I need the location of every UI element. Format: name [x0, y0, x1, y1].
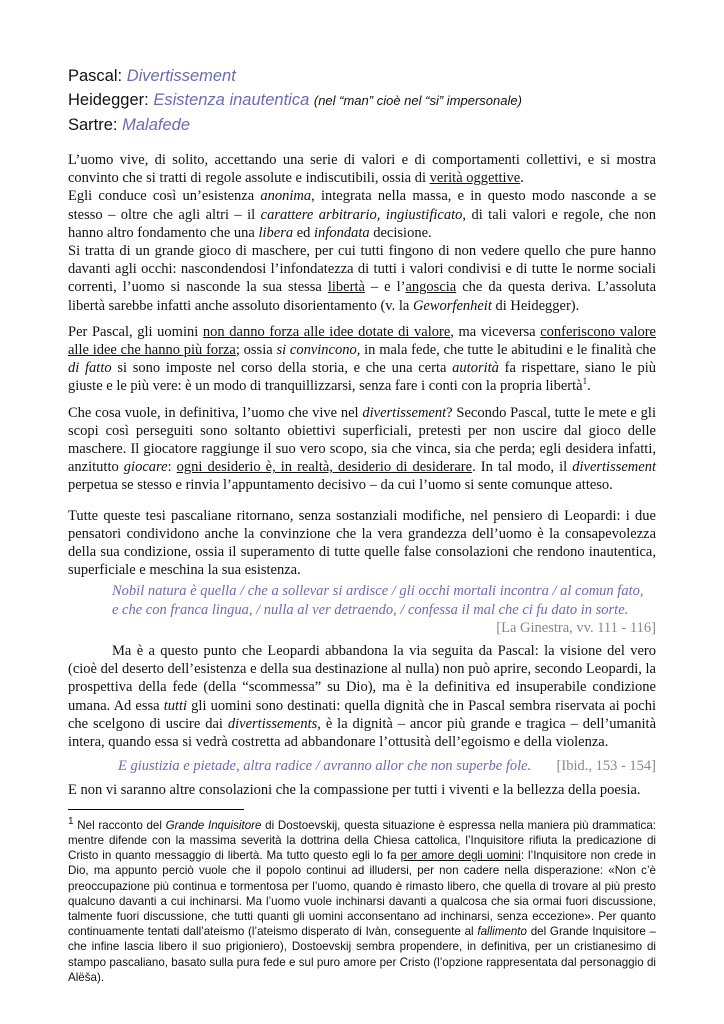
quote-ginestra-ref: [La Ginestra, vv. 111 - 116] [496, 619, 656, 636]
footnote-divider [68, 809, 244, 810]
quote-ibid-text: E giustizia e pietade, altra radice / avranno allor che non superbe fole. [118, 758, 532, 775]
quote-ibid [118, 757, 656, 775]
concept-note: (nel “man” cioè nel “si” impersonale) [313, 93, 522, 108]
paragraph-5: Ma è a questo punto che Leopardi abbandona la via seguita da Pascal: la visione del vero (cioè del deserto dell’esistenza e della sua destinazione al nulla) non può aprire, secondo Leopardi, la prospettiva della fede (della “scommessa” su Dio), ma è la definitiva ed insuperabile condizione umana. Ad essa tutti gli uomini sono destinati: quella dignità che in Pascal sembra riservata ai pochi che scelgono di uscire dai divertissements, è la dignità – ancor più grande e tragica – dell’umanità intera, quando essa si vedrà costretta ad abbandonare l’ottusità dell’egoismo e della violenza. [68, 643, 657, 751]
quote-ibid-ref: [Ibid., 153 - 154] [556, 758, 656, 775]
philosopher-name: Sartre: [68, 116, 118, 134]
header-block [68, 64, 656, 137]
paragraph-2: Per Pascal, gli uomini non danno forza alle idee dotate di valore, ma viceversa conferiscono valore alle idee che hanno più forza; ossia si convincono, in mala fede, che tutte le abitudini e le finalità che di fatto si sono imposte nel corso della storia, e che una certa autorità fa rispettare, siano le più giuste e le più vere: è un modo di tranquillizzarsi, senza fare i conti con la propria libertà$^1$. [68, 323, 656, 395]
header-line-pascal [68, 64, 656, 88]
paragraph-6: E non vi saranno altre consolazioni che la compassione per tutti i viventi e la bellezza della poesia. [68, 781, 641, 798]
header-line-sartre [68, 113, 656, 137]
quote-ginestra-line1: Nobil natura è quella / che a sollevar si ardisce / gli occhi mortali incontra / al comun fato, [112, 583, 644, 600]
paragraph-1: L’uomo vive, di solito, accettando una serie di valori e di comportamenti collettivi, e si mostra convinto che si tratti di regole assolute e indiscutibili, ossia di verità oggettive. Egli conduce così un’esistenza anonima, integrata nella massa, e in questo modo nasconde a se stesso – oltre che agli altri – il carattere arbitrario, ingiustificato, di tali valori e regole, che non hanno altro fondamento che una libera ed infondata decisione. Si tratta di un grande gioco di maschere, per cui tutti fingono di non vedere quello che pure hanno davanti agli occhi: nascondendosi l’infondatezza di tutti i valori condivisi e di tutte le norme sociali correnti, l’uomo si nasconde la sua stessa libertà – e l’angoscia che da questa deriva. L’assoluta libertà sarebbe infatti anche assoluto disorientamento (v. la Geworfenheit di Heidegger). [68, 152, 657, 314]
concept-term: Malafede [122, 116, 191, 134]
document-page [68, 64, 656, 985]
footnote-number: 1 [68, 815, 74, 827]
philosopher-name: Heidegger: [68, 91, 149, 109]
quote-ginestra-line2: e che con franca lingua, / nulla al ver detraendo, / confessa il mal che ci fu dato in sorte. [112, 601, 629, 618]
concept-term: Esistenza inautentica [153, 91, 310, 109]
header-line-heidegger [68, 88, 656, 113]
paragraph-3: Che cosa vuole, in definitiva, l’uomo che vive nel divertissement? Secondo Pascal, tutte le mete e gli scopi così perseguiti sono soltanto obiettivi superficiali, pretesti per non uscire dal gioco delle maschere. Il giocatore raggiunge il suo vero scopo, sia che vinca, sia che perda; egli desidera infatti, anzitutto giocare: ogni desiderio è, in realtà, desiderio di desiderare. In tal modo, il divertissement perpetua se stesso e rinvia l’appuntamento decisivo – da cui l’uomo si sente comunque atteso. [68, 404, 656, 494]
footnote-ref[interactable]: 1 [582, 376, 588, 387]
concept-term: Divertissement [126, 67, 236, 85]
philosopher-name: Pascal: [68, 67, 123, 85]
paragraph-4: Tutte queste tesi pascaliane ritornano, senza sostanziali modifiche, nel pensiero di Leopardi: i due pensatori condividono anche la convinzione che la vera grandezza dell’uomo è la consapevolezza della sua condizione, ossia il superamento di tutte quelle false consolazioni che rendono inautentica, superficiale e meschina la sua esistenza. [68, 507, 656, 579]
footnote-1: $^1$ Nel racconto del Grande Inquisitore di Dostoevskij, questa situazione è espressa nella maniera più drammatica: mentre difende con la massima severità la dottrina della Chiesa cattolica, l’Inquisitore rifiuta la predicazione di Cristo in quanto messaggio di libertà. Ma tutto questo egli lo fa per amore degli uomini: l’Inquisitore non crede in Dio, ma appunto perciò vuole che il popolo continui ad illudersi, per non cadere nella disperazione: «Non c’è preoccupazione più continua e tormentosa per l’uomo, quando è rimasto libero, che quella di trovare al più presto qualcuno davanti a cui inchinarsi. Ma l’uomo vuole inchinarsi davanti a qualcosa che sia ormai fuori discussione, talmente fuori discussione, che tutti quanti gli uomini acconsentano ad inchinarsi, senza eccezione». Per quanto continuamente tentati dall’ateismo (l’ateismo disperato di Ivàn, conseguente al fallimento del Grande Inquisitore – che infine lascia libero il suo prigioniero), Dostoevskij sembra propendere, in definitiva, per un cristianesimo di stampo pascaliano, basato sulla pura fede e sul puro amore per Cristo (l’opzione rappresentata dal personaggio di Alëša). [68, 815, 657, 984]
